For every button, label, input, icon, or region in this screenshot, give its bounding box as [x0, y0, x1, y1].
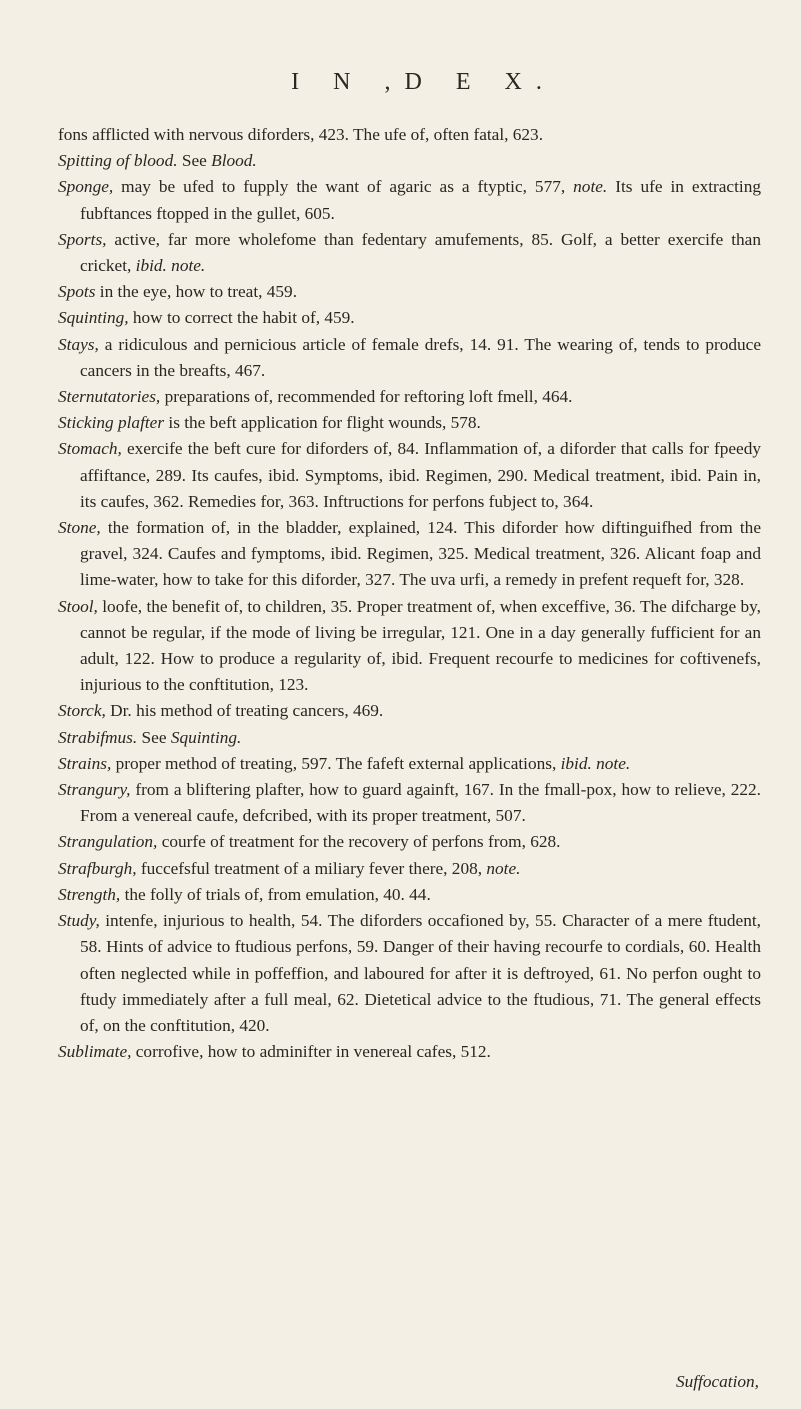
- entry-headword: Study,: [58, 911, 100, 931]
- entry-headword: Strabifmus.: [58, 727, 138, 747]
- entry-headword: Stomach,: [58, 439, 122, 459]
- entry-headword: Strains,: [58, 753, 112, 773]
- index-entry-stays: [58, 332, 761, 384]
- entry-text: a ridiculous and pernicious article of female drefs, 14. 91. The wearing of, tends to produce cancers in the breafts, 467.: [80, 334, 761, 380]
- entry-headword: Spitting of blood.: [58, 151, 178, 171]
- index-entries: [58, 122, 761, 1065]
- entry-text: the formation of, in the bladder, explained, 124. This diforder how diftinguifhed from the gravel, 324. Caufes and fymptoms, ibid. Regimen, 325. Medical treatment, 326. Alicant foap and lime-water, how to take for this diforder, 327. The uva urfi, a remedy in prefent requeft for, 328.: [80, 518, 761, 590]
- index-entry-stomach: [58, 436, 761, 515]
- entry-text: loofe, the benefit of, to children, 35. Proper treatment of, when exceffive, 36. The difcharge by, cannot be regular, if the mode of living be irregular, 121. One in a day generally fufficient for an adult, 122. How to produce a regularity of, ibid. Frequent recourfe to medicines for coftivenefs, injurious to the conftitution, 123.: [80, 596, 761, 695]
- entry-text: may be ufed to fupply the want of agaric as a ftyptic, 577,: [113, 177, 574, 197]
- index-entry-strangury: [58, 777, 761, 829]
- index-entry-strains: [58, 751, 761, 777]
- index-entry-sublimate: [58, 1039, 761, 1065]
- index-entry-sponge: [58, 174, 761, 226]
- entry-headword: Storck,: [58, 701, 106, 721]
- entry-text: corrofive, how to adminifter in venereal cafes, 512.: [131, 1042, 491, 1062]
- entry-headword: Sternutatories,: [58, 387, 161, 407]
- entry-text: active, far more wholefome than fedentary amufements, 85. Golf, a better exercife than cricket,: [80, 229, 761, 276]
- entry-text: is the beft application for flight wounds, 578.: [164, 413, 481, 433]
- index-entry-spots: [58, 279, 761, 305]
- entry-headword: Strafburgh,: [58, 858, 137, 878]
- page-header: I N ,D E X.: [291, 69, 556, 95]
- entry-headword: Stool,: [58, 596, 98, 616]
- index-entry-stone: [58, 515, 761, 594]
- index-entry-stool: [58, 594, 761, 699]
- index-entry-sticking-plaster: [58, 410, 761, 436]
- index-entry-continuation: [58, 122, 761, 148]
- entry-text: fuccefsful treatment of a miliary fever there, 208,: [136, 858, 487, 878]
- entry-headword: Spots: [58, 282, 96, 302]
- entry-headword: Sponge,: [58, 177, 114, 197]
- index-entry-squinting: [58, 305, 761, 331]
- entry-text: intenfe, injurious to health, 54. The diforders occafioned by, 55. Character of a mere ftudent, 58. Hints of advice to ftudious perfons, 59. Danger of their having recourfe to cordials, 60. Health often neglected while in poffeffion, and laboured for after it is deftroyed, 61. No perfon ought to ftudy immediately after a full meal, 62. Dietetical advice to the ftudious, 71. The general effects of, on the conftitution, 420.: [80, 911, 761, 1035]
- entry-text: how to correct the habit of, 459.: [128, 308, 355, 328]
- entry-headword: Sticking plafter: [58, 413, 165, 433]
- entry-headword: Strangury,: [58, 780, 131, 800]
- index-entry-sternutatories: [58, 384, 761, 410]
- index-entry-strasburgh: [58, 856, 761, 882]
- entry-text: Its ufe in extracting fubftances ftopped in the gullet, 605.: [80, 177, 761, 223]
- entry-headword: Strangulation,: [58, 832, 158, 852]
- entry-headword: Sports,: [58, 229, 107, 249]
- entry-text: exercife the beft cure for diforders of, 84. Inflammation of, a diforder that calls for fpeedy affiftance, 289. Its caufes, ibid. Symptoms, ibid. Regimen, 290. Medical treatment, ibid. Pain in, its caufes, 362. Remedies for, 363. Inftructions for perfons fubject to, 364.: [80, 439, 761, 511]
- entry-note: note.: [573, 177, 608, 197]
- entry-headword: Strength,: [58, 884, 121, 904]
- entry-cross-reference: Blood.: [211, 151, 257, 171]
- entry-headword: Squinting,: [58, 308, 129, 328]
- entry-note: ibid. note.: [135, 256, 206, 276]
- index-entry-strength: [58, 882, 761, 908]
- index-entry-strabismus: [58, 725, 761, 751]
- index-entry-storck: [58, 698, 761, 724]
- index-entry-strangulation: [58, 829, 761, 855]
- entry-text: from a bliftering plafter, how to guard againft, 167. In the fmall-pox, how to relieve, 222. From a venereal caufe, defcribed, with its proper treatment, 507.: [80, 780, 761, 826]
- index-entry-spitting: [58, 148, 761, 174]
- entry-text: the folly of trials of, from emulation, 40. 44.: [120, 884, 431, 904]
- entry-text: See: [177, 151, 212, 171]
- index-entry-sports: [58, 227, 761, 279]
- entry-text: See: [137, 727, 171, 747]
- entry-headword: Stays,: [58, 334, 99, 354]
- entry-headword: Stone,: [58, 518, 101, 538]
- entry-note: note.: [486, 858, 521, 878]
- entry-note: ibid. note.: [560, 753, 631, 773]
- catchword: Suffocation,: [675, 1372, 759, 1391]
- entry-headword: Sublimate,: [58, 1042, 132, 1062]
- entry-text: proper method of treating, 597. The fafeft external applications,: [111, 753, 561, 773]
- entry-text: in the eye, how to treat, 459.: [95, 282, 298, 302]
- entry-text: fons afflicted with nervous diforders, 423. The ufe of, often fatal, 623.: [58, 125, 544, 144]
- entry-text: courfe of treatment for the recovery of perfons from, 628.: [157, 832, 561, 852]
- index-entry-study: [58, 908, 761, 1039]
- entry-text: Dr. his method of treating cancers, 469.: [105, 701, 384, 721]
- entry-cross-reference: Squinting.: [170, 727, 242, 747]
- entry-text: preparations of, recommended for reftoring loft fmell, 464.: [160, 387, 573, 407]
